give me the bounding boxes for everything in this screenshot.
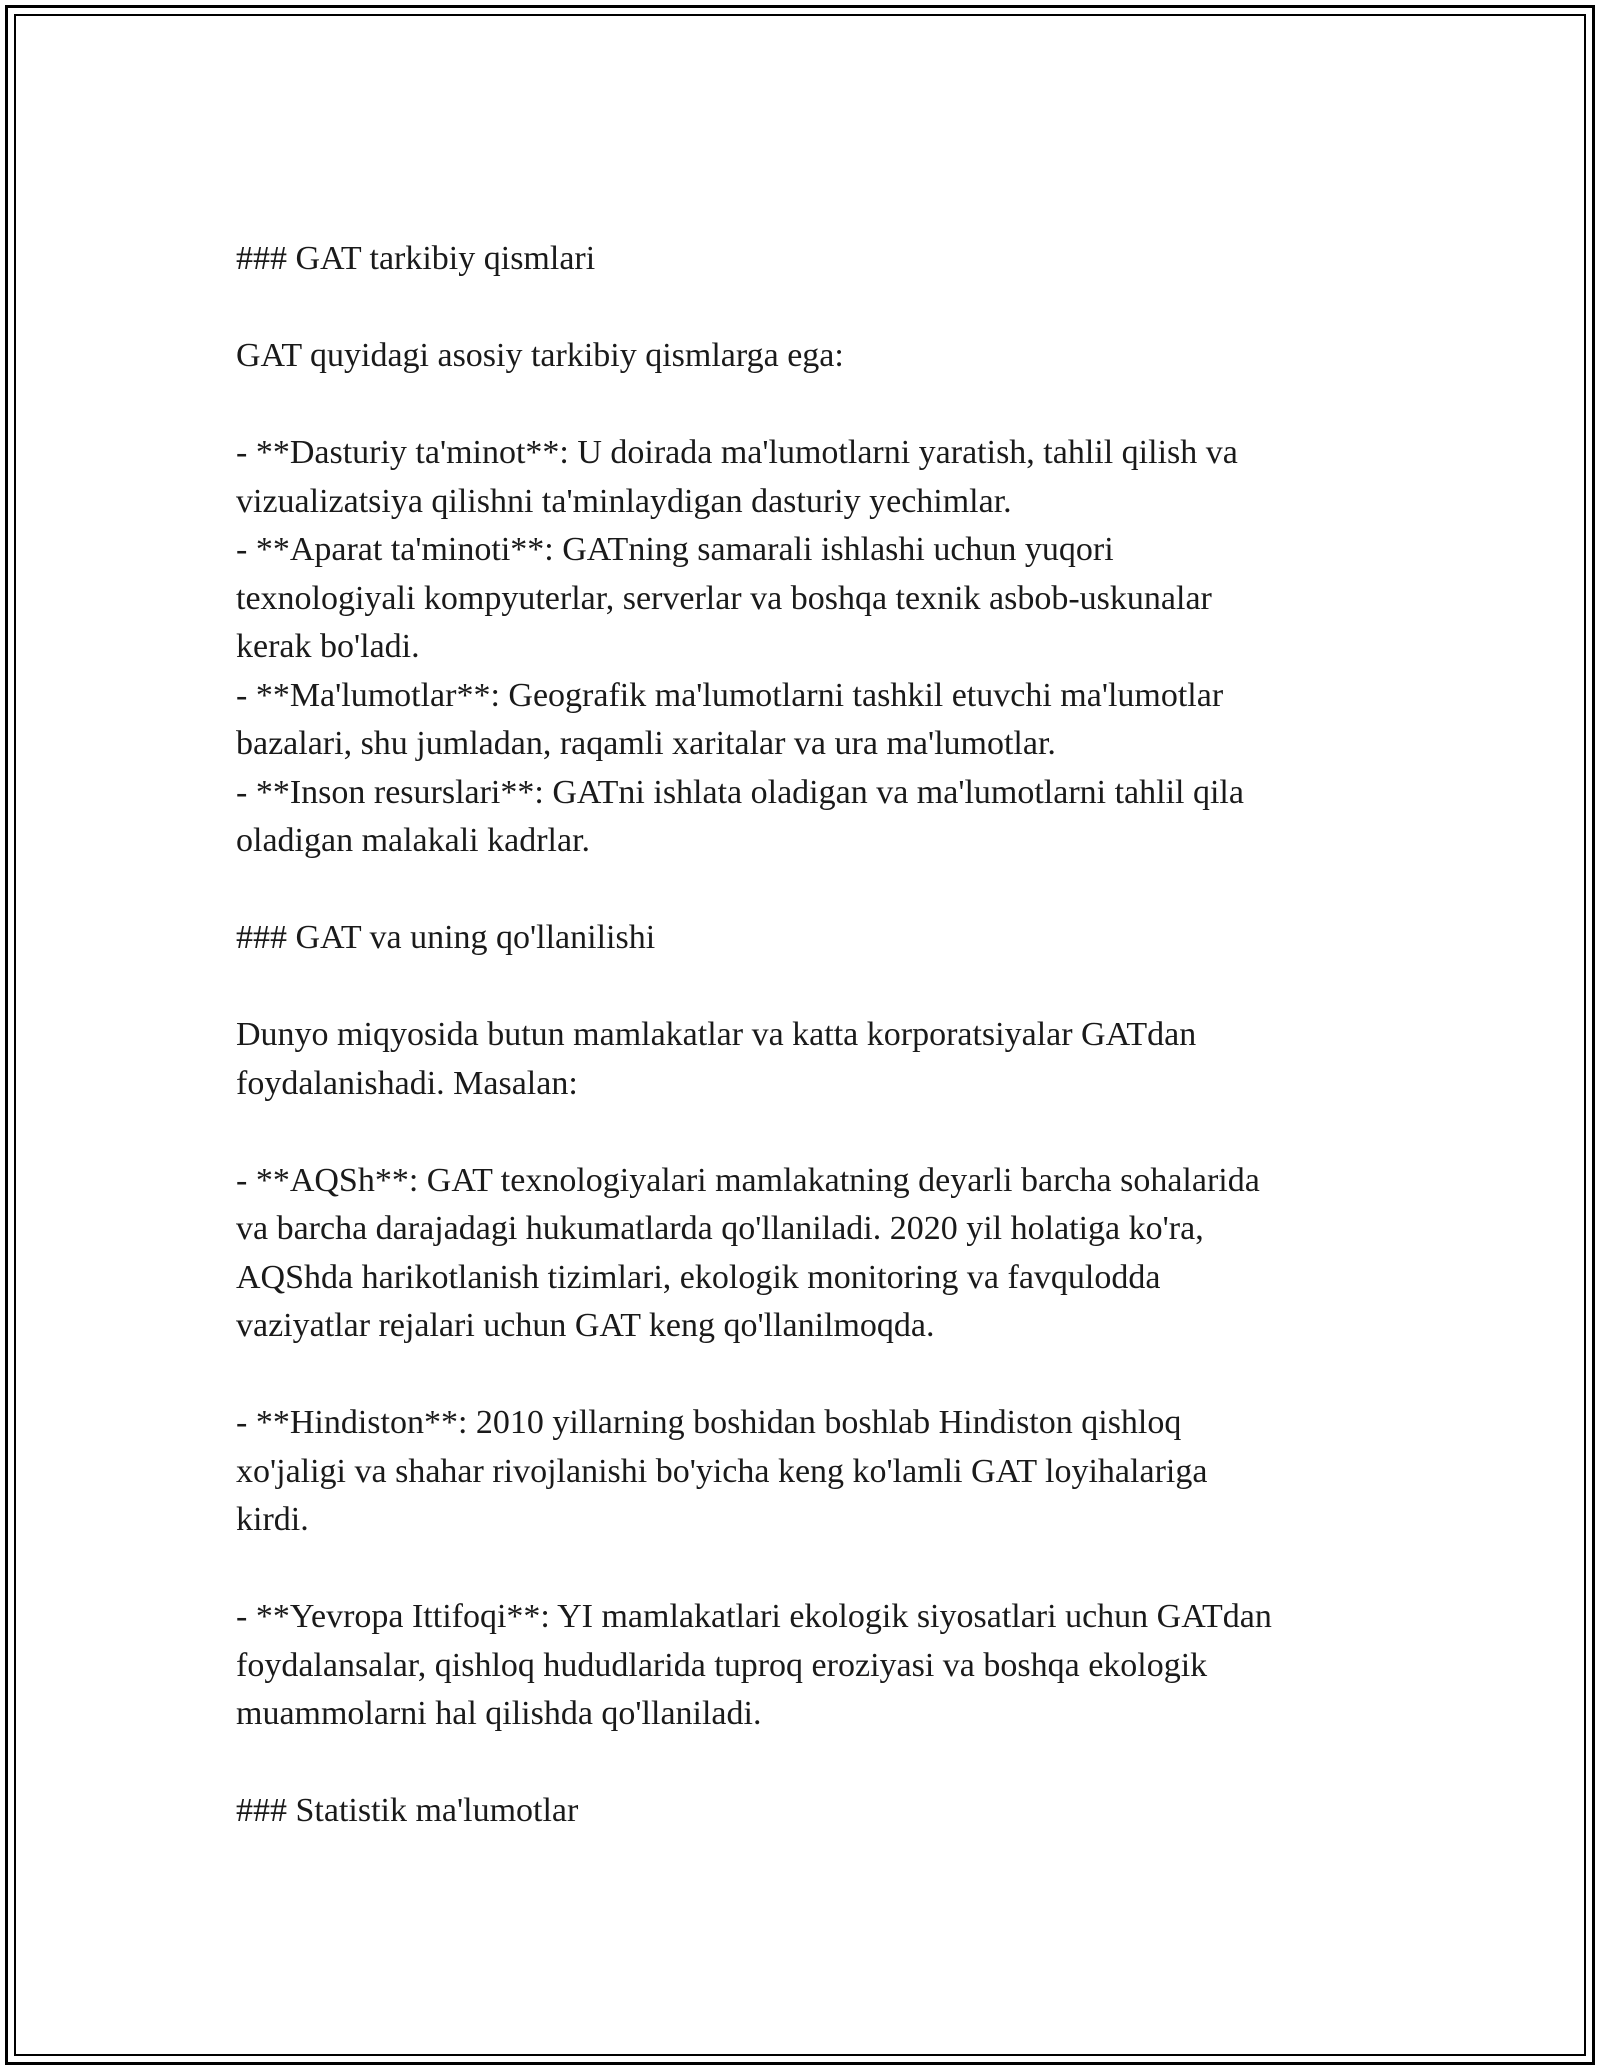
list-item-line: kirdi. <box>236 1501 309 1538</box>
list-item-line: kerak bo'ladi. <box>236 628 420 665</box>
section-heading: ### GAT va uning qo'llanilishi <box>236 919 656 956</box>
list-item-line: muammolarni hal qilishda qo'llaniladi. <box>236 1695 762 1732</box>
list-item-line: xo'jaligi va shahar rivojlanishi bo'yicha keng ko'lamli GAT loyihalariga <box>236 1452 1208 1490</box>
list-item-line: AQShda harikotlanish tizimlari, ekologik monitoring va favqulodda <box>236 1258 1161 1296</box>
list-item-line: - **Yevropa Ittifoqi**: YI mamlakatlari ekologik siyosatlari uchun GATdan <box>236 1598 1272 1635</box>
paragraph-line: GAT quyidagi asosiy tarkibiy qismlarga ega: <box>236 337 844 374</box>
blank-line <box>236 1545 1386 1594</box>
section-heading: ### Statistik ma'lumotlar <box>236 1792 579 1829</box>
blank-line <box>236 1351 1386 1400</box>
list-item-line: texnologiyali kompyuterlar, serverlar va boshqa texnik asbob-uskunalar <box>236 579 1212 617</box>
list-item-line: foydalansalar, qishloq hududlarida tuproq eroziyasi va boshqa ekologik <box>236 1646 1208 1684</box>
list-item-line: va barcha darajadagi hukumatlarda qo'llaniladi. 2020 yil holatiga ko'ra, <box>236 1210 1204 1247</box>
blank-line <box>236 866 1386 915</box>
document-body <box>236 235 1386 1836</box>
section-heading: ### GAT tarkibiy qismlari <box>236 240 596 277</box>
paragraph-line: Dunyo miqyosida butun mamlakatlar va katta korporatsiyalar GATdan <box>236 1016 1197 1053</box>
list-item-line: - **Ma'lumotlar**: Geografik ma'lumotlarni tashkil etuvchi ma'lumotlar <box>236 676 1224 714</box>
list-item-line: vizualizatsiya qilishni ta'minlaydigan dasturiy yechimlar. <box>236 482 1012 520</box>
list-item-line: - **Aparat ta'minoti**: GATning samarali ishlashi uchun yuqori <box>236 531 1114 568</box>
list-item-line: oladigan malakali kadrlar. <box>236 822 591 859</box>
blank-line <box>236 381 1386 430</box>
list-item-line: - **AQSh**: GAT texnologiyalari mamlakatning deyarli barcha sohalarida <box>236 1161 1260 1199</box>
list-item-line: - **Inson resurslari**: GATni ishlata oladigan va ma'lumotlarni tahlil qila <box>236 773 1244 811</box>
paragraph-line: foydalanishadi. Masalan: <box>236 1064 578 1102</box>
list-item-line: vaziyatlar rejalari uchun GAT keng qo'llanilmoqda. <box>236 1307 935 1344</box>
blank-line <box>236 963 1386 1012</box>
blank-line <box>236 1739 1386 1788</box>
list-item-line: - **Dasturiy ta'minot**: U doirada ma'lumotlarni yaratish, tahlil qilish va <box>236 434 1238 471</box>
blank-line <box>236 284 1386 333</box>
list-item-line: - **Hindiston**: 2010 yillarning boshidan boshlab Hindiston qishloq <box>236 1404 1182 1441</box>
list-item-line: bazalari, shu jumladan, raqamli xaritalar va ura ma'lumotlar. <box>236 725 1056 762</box>
blank-line <box>236 1108 1386 1157</box>
